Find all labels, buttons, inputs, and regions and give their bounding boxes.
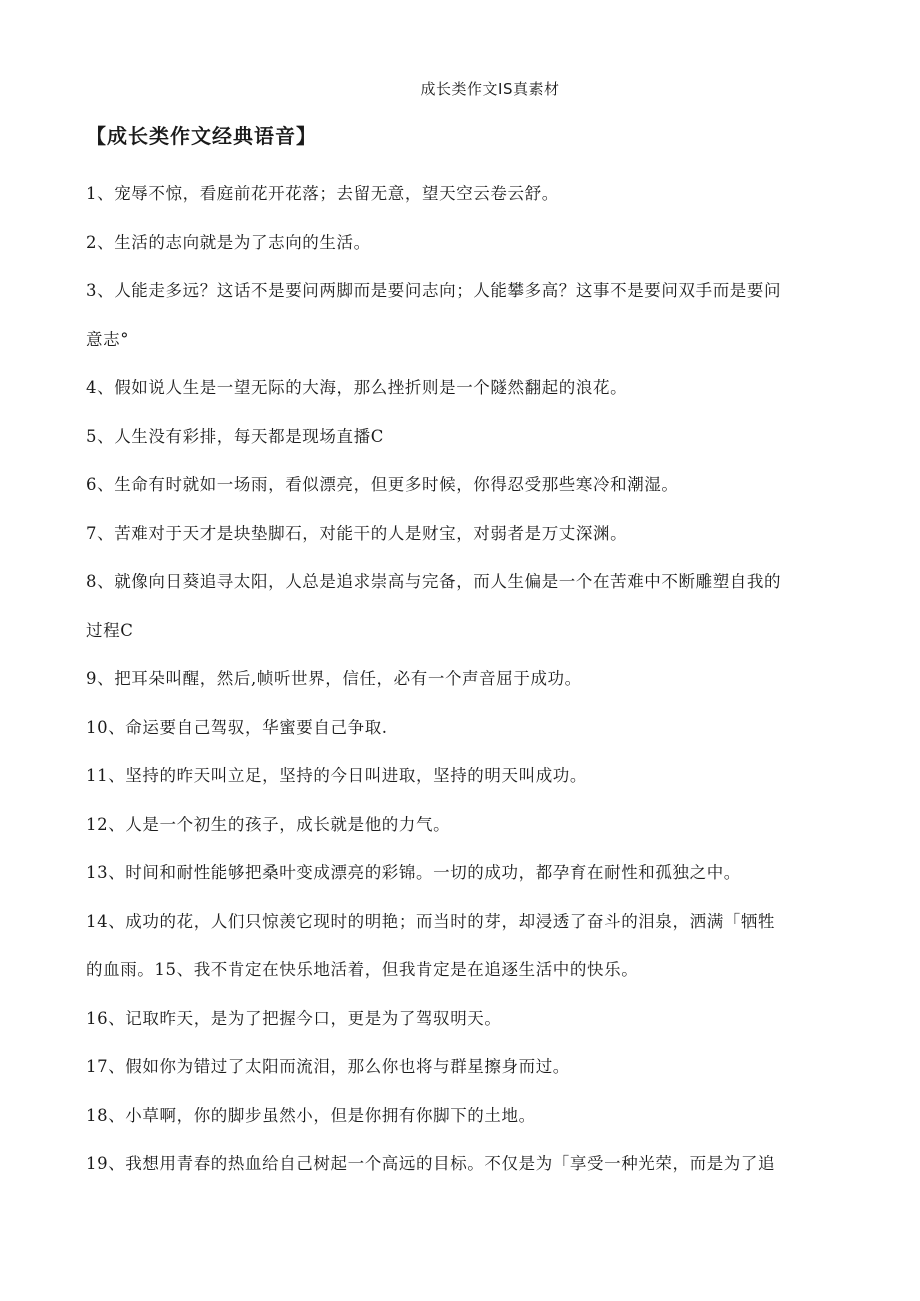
text-line: 6、生命有时就如一场雨，看似漂亮，但更多时候，你得忍受那些寒冷和潮湿。 (86, 475, 679, 494)
text-line: 8、就像向日葵追寻太阳，人总是追求崇高与完备，而人生偏是一个在苦难中不断雕塑自我的 (86, 572, 782, 591)
section-heading: 【成长类作文经典语音】 (86, 124, 317, 148)
text-line: 2、生活的志向就是为了志向的生活。 (86, 232, 371, 252)
text-line: 过程C (86, 620, 134, 640)
text-line: 12、人是一个初生的孩子，成长就是他的力气。 (86, 814, 451, 834)
text-line: 1、宠辱不惊，看庭前花开花落；去留无意，望天空云卷云舒。 (86, 184, 559, 203)
document-title: 成长类作文IS真素材 (420, 80, 560, 98)
text-line: 19、我想用青春的热血给自己树起一个高远的目标。不仅是为「享受一种光荣，而是为了追 (86, 1154, 776, 1173)
text-line: 意志° (86, 329, 130, 349)
text-line: 14、成功的花，人们只惊羡它现时的明艳；而当时的芽，却浸透了奋斗的泪泉，洒满「牺牲 (86, 911, 776, 931)
text-line: 4、假如说人生是一望无际的大海，那么挫折则是一个隧然翻起的浪花。 (86, 378, 628, 397)
text-line: 17、假如你为错过了太阳而流泪，那么你也将与群星擦身而过。 (86, 1057, 570, 1076)
text-line: 5、人生没有彩排，每天都是现场直播C (86, 426, 384, 446)
text-line: 11、坚持的昨天叫立足，坚持的今日叫进取，坚持的明天叫成功。 (86, 766, 587, 785)
text-line: 16、记取昨天，是为了把握今口，更是为了驾驭明天。 (86, 1008, 502, 1028)
text-line: 13、时间和耐性能够把桑叶变成漂亮的彩锦。一切的成功，都孕育在耐性和孤独之中。 (86, 863, 741, 882)
text-line: 7、苦难对于天才是块垫脚石，对能干的人是财宝，对弱者是万丈深渊。 (86, 523, 628, 543)
text-line: 18、小草啊，你的脚步虽然小，但是你拥有你脚下的土地。 (86, 1105, 536, 1125)
text-line: 10、命运要自己驾驭，华蜜要自己争取. (86, 717, 388, 737)
text-line: 的血雨。15、我不肯定在快乐地活着，但我肯定是在追逐生活中的快乐。 (86, 960, 639, 979)
text-line: 3、人能走多远？这话不是要问两脚而是要问志向；人能攀多高？这事不是要问双手而是要问 (86, 281, 782, 300)
text-line: 9、把耳朵叫醒，然后,帧听世界，信任，必有一个声音屈于成功。 (86, 669, 582, 688)
body-text (86, 170, 838, 1189)
